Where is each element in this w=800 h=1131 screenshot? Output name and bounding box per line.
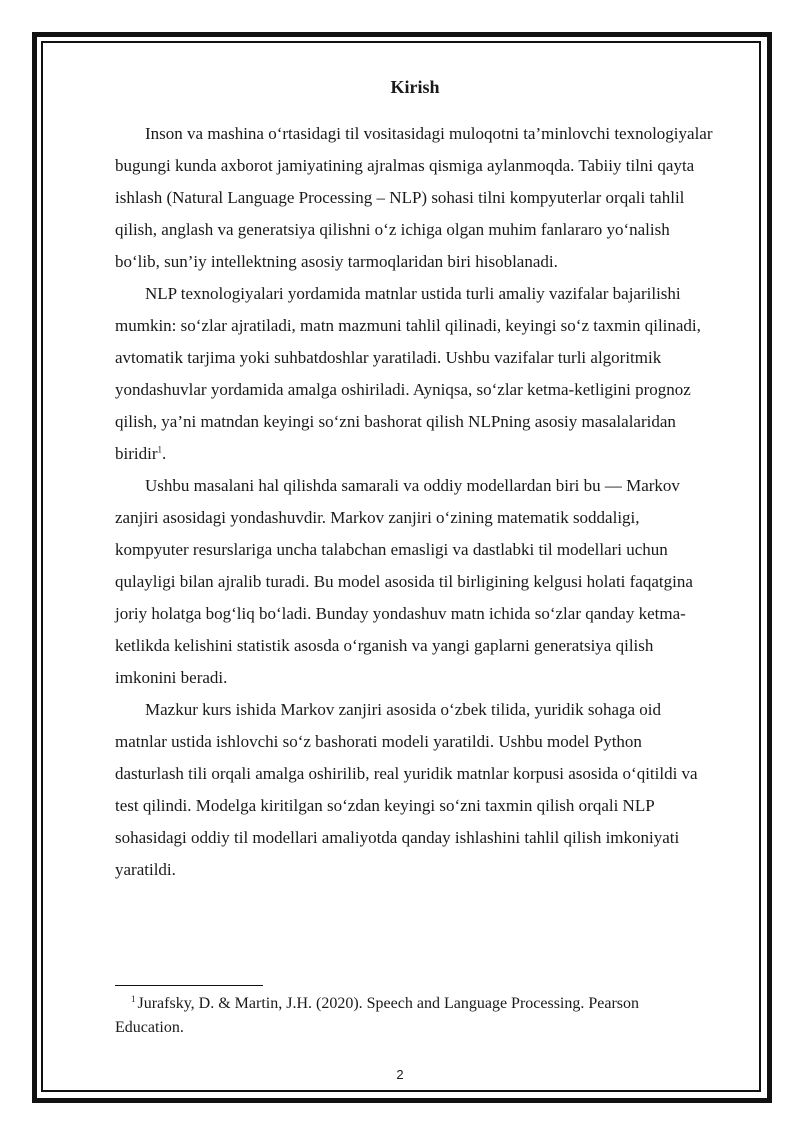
- page-body: [115, 74, 715, 886]
- paragraph-1: Inson va mashina o‘rtasidagi til vositasidagi muloqotni ta’minlovchi texnologiyalar bugungi kunda axborot jamiyatining ajralmas qismiga aylanmoqda. Tabiiy tilni qayta ishlash (Natural Language Processing – NLP) sohasi tilni kompyuterlar orqali tahlil qilish, anglash va generatsiya qilishni o‘z ichiga olgan muhim fanlararo yo‘nalish bo‘lib, sun’iy intellektning asosiy tarmoqlaridan biri hisoblanadi.: [115, 124, 713, 271]
- footnote-text: Jurafsky, D. & Martin, J.H. (2020). Speech and Language Processing. Pearson Education.: [115, 995, 640, 1036]
- paragraph-2: [115, 278, 715, 470]
- footnote-number: 1: [131, 993, 136, 1004]
- page-number: 2: [396, 1067, 404, 1082]
- paragraph-3: Ushbu masalani hal qilishda samarali va oddiy modellardan biri bu — Markov zanjiri asosidagi yondashuvdir. Markov zanjiri o‘zining matematik soddaligi, kompyuter resurslariga uncha talabchan emasligi va dastlabki til modellari uchun qulayligi bilan ajralib turadi. Bu model asosida til birligining kelgusi holati faqatgina joriy holatga bog‘liq bo‘ladi. Bunday yondashuv matn ichida so‘zlar qanday ketma-ketlikda kelishini statistik asosda o‘rganish va yangi gaplarni generatsiya qilish imkonini beradi.: [115, 476, 693, 687]
- section-title: Kirish: [390, 77, 440, 97]
- footnote: [115, 992, 705, 1040]
- paragraph-4: Mazkur kurs ishida Markov zanjiri asosida o‘zbek tilida, yuridik sohaga oid matnlar ustida ishlovchi so‘z bashorati modeli yaratildi. Ushbu model Python dasturlash tili orqali amalga oshirilib, real yuridik matnlar korpusi asosida o‘qitildi va test qilindi. Modelga kiritilgan so‘zdan keyingi so‘zni taxmin qilish orqali NLP sohasidagi oddiy til modellari amaliyotda qanday ishlashini tahlil qilish imkoniyati yaratildi.: [115, 700, 698, 879]
- footnote-separator: [115, 985, 263, 986]
- footnote-reference[interactable]: 1: [157, 444, 162, 455]
- paragraph-2-end: .: [162, 444, 167, 463]
- paragraph-2-text: NLP texnologiyalari yordamida matnlar ustida turli amaliy vazifalar bajarilishi mumkin: so‘zlar ajratiladi, matn mazmuni tahlil qilinadi, keyingi so‘z taxmin qilinadi, avtomatik tarjima yoki suhbatdoshlar yaratiladi. Ushbu vazifalar turli algoritmik yondashuvlar yordamida amalga oshiriladi. Ayniqsa, so‘zlar ketma-ketligini prognoz qilish, ya’ni matndan keyingi so‘zni bashorat qilish NLPning asosiy masalalaridan biridir: [115, 284, 701, 463]
